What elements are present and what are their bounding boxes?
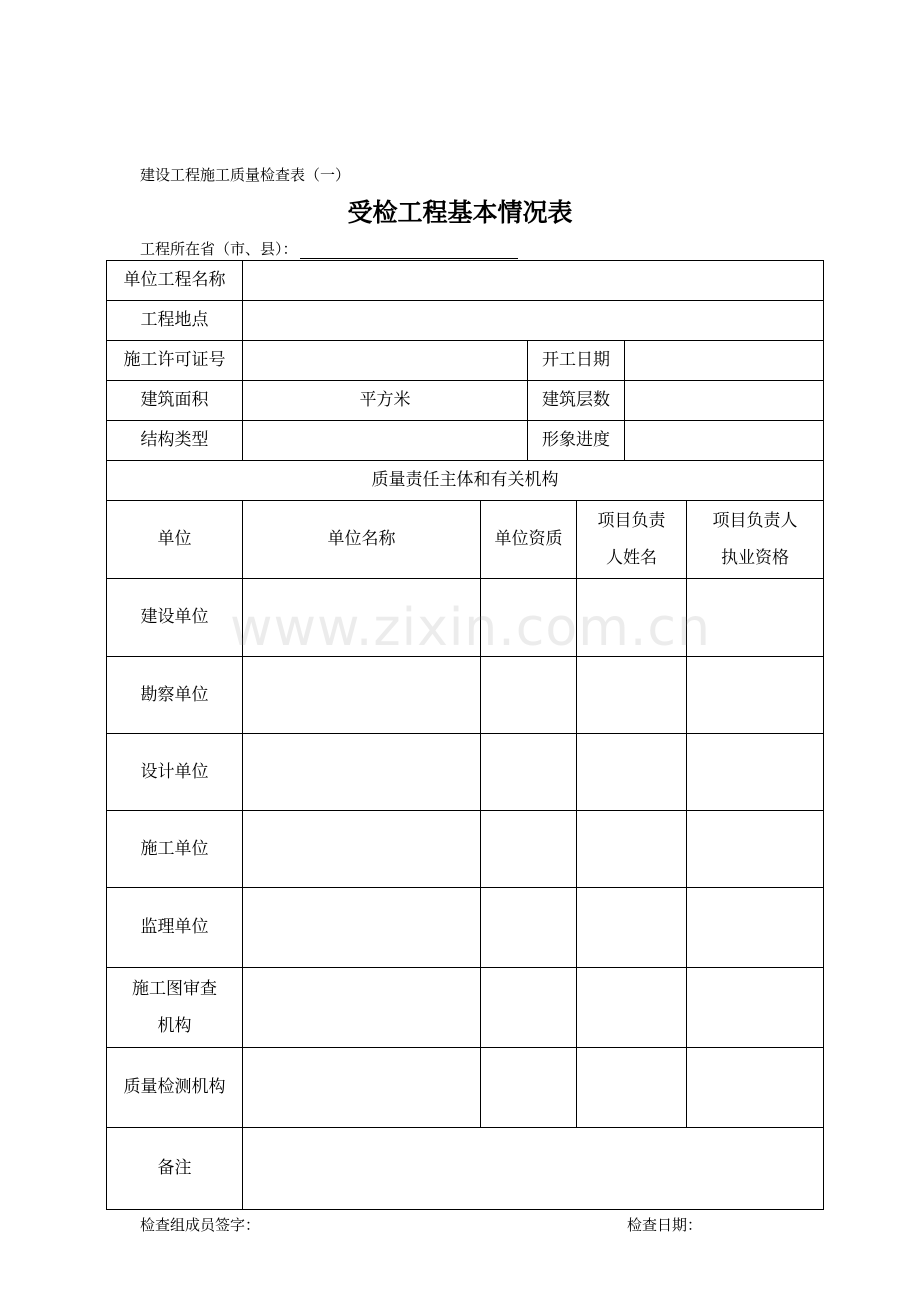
col-header-manager-name	[577, 501, 687, 579]
unit-label: 设计单位	[107, 734, 243, 811]
site-field[interactable]	[243, 301, 824, 341]
signature-label: 检查组成员签字：	[140, 1216, 261, 1234]
col-header-qualification: 单位资质	[481, 501, 577, 579]
unit-name-field[interactable]	[243, 811, 481, 888]
manager-name-line2: 人姓名	[606, 547, 657, 568]
start-date-field[interactable]	[625, 341, 824, 381]
inspection-table	[106, 260, 824, 1210]
qualification-field[interactable]	[481, 579, 577, 657]
unit-label	[107, 968, 243, 1048]
row-drawing-review	[107, 968, 824, 1048]
location-row	[140, 238, 518, 259]
unit-label: 监理单位	[107, 888, 243, 968]
unit-name-field[interactable]	[243, 579, 481, 657]
qualification-field[interactable]	[481, 811, 577, 888]
drawing-review-line2: 机构	[157, 1015, 192, 1036]
area-unit: 平方米	[359, 390, 411, 410]
col-header-unit-name: 单位名称	[243, 501, 481, 579]
site-label: 工程地点	[107, 301, 243, 341]
drawing-review-line1: 施工图审查	[132, 978, 217, 999]
manager-cert-field[interactable]	[687, 579, 824, 657]
manager-cert-field[interactable]	[687, 657, 824, 734]
floors-label: 建筑层数	[528, 381, 625, 421]
unit-name-field[interactable]	[243, 888, 481, 968]
unit-label: 质量检测机构	[107, 1048, 243, 1128]
progress-label: 形象进度	[528, 421, 625, 461]
manager-cert-field[interactable]	[687, 1048, 824, 1128]
location-field[interactable]	[300, 241, 518, 259]
area-field[interactable]	[243, 381, 528, 421]
unit-name-field[interactable]	[243, 968, 481, 1048]
row-permit	[107, 341, 824, 381]
unit-name-field[interactable]	[243, 657, 481, 734]
floors-field[interactable]	[625, 381, 824, 421]
permit-label: 施工许可证号	[107, 341, 243, 381]
section-title: 质量责任主体和有关机构	[107, 461, 824, 501]
row-column-headers	[107, 501, 824, 579]
qualification-field[interactable]	[481, 734, 577, 811]
manager-cert-line2: 执业资格	[721, 547, 790, 568]
remarks-field[interactable]	[243, 1128, 824, 1210]
project-name-label: 单位工程名称	[107, 261, 243, 301]
row-area	[107, 381, 824, 421]
manager-name-field[interactable]	[577, 811, 687, 888]
manager-name-field[interactable]	[577, 968, 687, 1048]
area-label: 建筑面积	[107, 381, 243, 421]
page-title: 受检工程基本情况表	[347, 198, 573, 227]
manager-cert-field[interactable]	[687, 811, 824, 888]
manager-name-field[interactable]	[577, 1048, 687, 1128]
manager-name-field[interactable]	[577, 734, 687, 811]
location-label: 工程所在省（市、县）：	[140, 240, 298, 258]
manager-name-field[interactable]	[577, 657, 687, 734]
manager-name-line1: 项目负责	[597, 510, 666, 531]
inspection-date-label: 检查日期：	[627, 1216, 703, 1234]
progress-field[interactable]	[625, 421, 824, 461]
unit-label: 勘察单位	[107, 657, 243, 734]
qualification-field[interactable]	[481, 657, 577, 734]
manager-cert-field[interactable]	[687, 734, 824, 811]
col-header-manager-cert	[687, 501, 824, 579]
row-supervision	[107, 888, 824, 968]
manager-name-field[interactable]	[577, 888, 687, 968]
qualification-field[interactable]	[481, 888, 577, 968]
row-structure	[107, 421, 824, 461]
start-date-label: 开工日期	[528, 341, 625, 381]
watermark: www.zixin.com.cn	[230, 598, 711, 658]
unit-name-field[interactable]	[243, 1048, 481, 1128]
col-header-unit: 单位	[107, 501, 243, 579]
row-site	[107, 301, 824, 341]
qualification-field[interactable]	[481, 1048, 577, 1128]
row-construction-owner	[107, 579, 824, 657]
form-subtitle: 建设工程施工质量检查表（一）	[140, 166, 351, 184]
structure-field[interactable]	[243, 421, 528, 461]
project-name-field[interactable]	[243, 261, 824, 301]
row-design	[107, 734, 824, 811]
unit-label: 建设单位	[107, 579, 243, 657]
manager-cert-field[interactable]	[687, 968, 824, 1048]
manager-name-field[interactable]	[577, 579, 687, 657]
permit-field[interactable]	[243, 341, 528, 381]
unit-label: 施工单位	[107, 811, 243, 888]
manager-cert-field[interactable]	[687, 888, 824, 968]
structure-label: 结构类型	[107, 421, 243, 461]
manager-cert-line1: 项目负责人	[712, 510, 798, 531]
row-project-name	[107, 261, 824, 301]
row-remarks	[107, 1128, 824, 1210]
row-survey	[107, 657, 824, 734]
row-section-title	[107, 461, 824, 501]
row-contractor	[107, 811, 824, 888]
row-quality-testing	[107, 1048, 824, 1128]
unit-name-field[interactable]	[243, 734, 481, 811]
remarks-label: 备注	[107, 1128, 243, 1210]
qualification-field[interactable]	[481, 968, 577, 1048]
